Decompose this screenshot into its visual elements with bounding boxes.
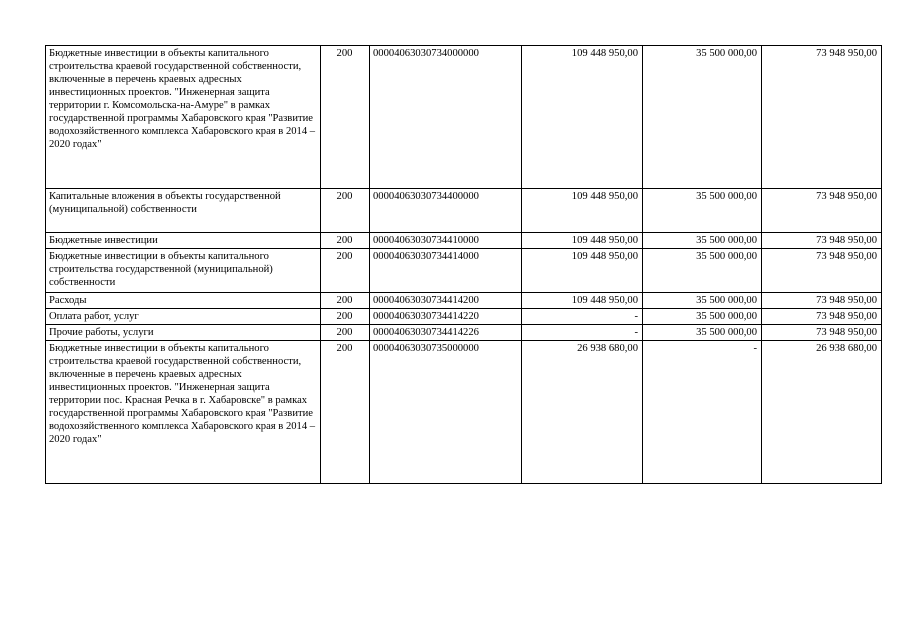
row-sum-approved: 26 938 680,00 xyxy=(522,341,643,484)
budget-document xyxy=(45,45,881,484)
row-code: 200 xyxy=(321,233,370,249)
table-row xyxy=(46,341,882,484)
row-code: 200 xyxy=(321,309,370,325)
row-sum-executed: - xyxy=(643,341,762,484)
row-name: Бюджетные инвестиции в объекты капитального строительства краевой государственной собственности, включенные в перечень краевых адресных инвестиционных проектов. "Инженерная защита территории г. Комсомольска-на-Амуре" в рамках государственной программы Хабаровского края "Развитие водохозяйственного комплекса Хабаровского края в 2014 – 2020 годах" xyxy=(46,46,321,189)
row-sum-executed: 35 500 000,00 xyxy=(643,233,762,249)
row-code: 200 xyxy=(321,46,370,189)
row-name: Оплата работ, услуг xyxy=(46,309,321,325)
table-row xyxy=(46,249,882,293)
row-sum-executed: 35 500 000,00 xyxy=(643,46,762,189)
row-name: Расходы xyxy=(46,293,321,309)
row-kbk: 00004063030734414220 xyxy=(370,309,522,325)
table-row xyxy=(46,325,882,341)
table-row xyxy=(46,233,882,249)
row-name: Бюджетные инвестиции xyxy=(46,233,321,249)
table-row xyxy=(46,189,882,233)
row-kbk: 00004063030734414000 xyxy=(370,249,522,293)
row-sum-approved: - xyxy=(522,309,643,325)
row-sum-remaining: 73 948 950,00 xyxy=(762,46,882,189)
table-row xyxy=(46,46,882,189)
row-code: 200 xyxy=(321,293,370,309)
row-sum-remaining: 73 948 950,00 xyxy=(762,249,882,293)
row-sum-approved: 109 448 950,00 xyxy=(522,46,643,189)
row-name: Бюджетные инвестиции в объекты капитального строительства краевой государственной собственности, включенные в перечень краевых адресных инвестиционных проектов. "Инженерная защита территории пос. Красная Речка в г. Хабаровске" в рамках государственной программы Хабаровского края "Развитие водохозяйственного комплекса Хабаровского края в 2014 – 2020 годах" xyxy=(46,341,321,484)
row-kbk: 00004063030735000000 xyxy=(370,341,522,484)
row-sum-approved: 109 448 950,00 xyxy=(522,293,643,309)
row-sum-executed: 35 500 000,00 xyxy=(643,325,762,341)
row-code: 200 xyxy=(321,325,370,341)
row-name: Прочие работы, услуги xyxy=(46,325,321,341)
table-row xyxy=(46,309,882,325)
row-name: Бюджетные инвестиции в объекты капитального строительства государственной (муниципальной) собственности xyxy=(46,249,321,293)
row-kbk: 00004063030734400000 xyxy=(370,189,522,233)
row-kbk: 00004063030734414226 xyxy=(370,325,522,341)
row-code: 200 xyxy=(321,249,370,293)
row-sum-remaining: 73 948 950,00 xyxy=(762,309,882,325)
row-sum-approved: 109 448 950,00 xyxy=(522,189,643,233)
row-sum-remaining: 73 948 950,00 xyxy=(762,189,882,233)
row-sum-executed: 35 500 000,00 xyxy=(643,249,762,293)
row-sum-approved: 109 448 950,00 xyxy=(522,249,643,293)
row-kbk: 00004063030734414200 xyxy=(370,293,522,309)
row-kbk: 00004063030734410000 xyxy=(370,233,522,249)
row-sum-executed: 35 500 000,00 xyxy=(643,309,762,325)
row-name: Капитальные вложения в объекты государственной (муниципальной) собственности xyxy=(46,189,321,233)
row-sum-remaining: 73 948 950,00 xyxy=(762,233,882,249)
row-sum-remaining: 73 948 950,00 xyxy=(762,325,882,341)
row-sum-executed: 35 500 000,00 xyxy=(643,293,762,309)
row-code: 200 xyxy=(321,189,370,233)
row-kbk: 00004063030734000000 xyxy=(370,46,522,189)
row-sum-remaining: 26 938 680,00 xyxy=(762,341,882,484)
row-sum-approved: 109 448 950,00 xyxy=(522,233,643,249)
table-row xyxy=(46,293,882,309)
row-sum-remaining: 73 948 950,00 xyxy=(762,293,882,309)
row-code: 200 xyxy=(321,341,370,484)
row-sum-executed: 35 500 000,00 xyxy=(643,189,762,233)
budget-table xyxy=(45,45,882,484)
row-sum-approved: - xyxy=(522,325,643,341)
